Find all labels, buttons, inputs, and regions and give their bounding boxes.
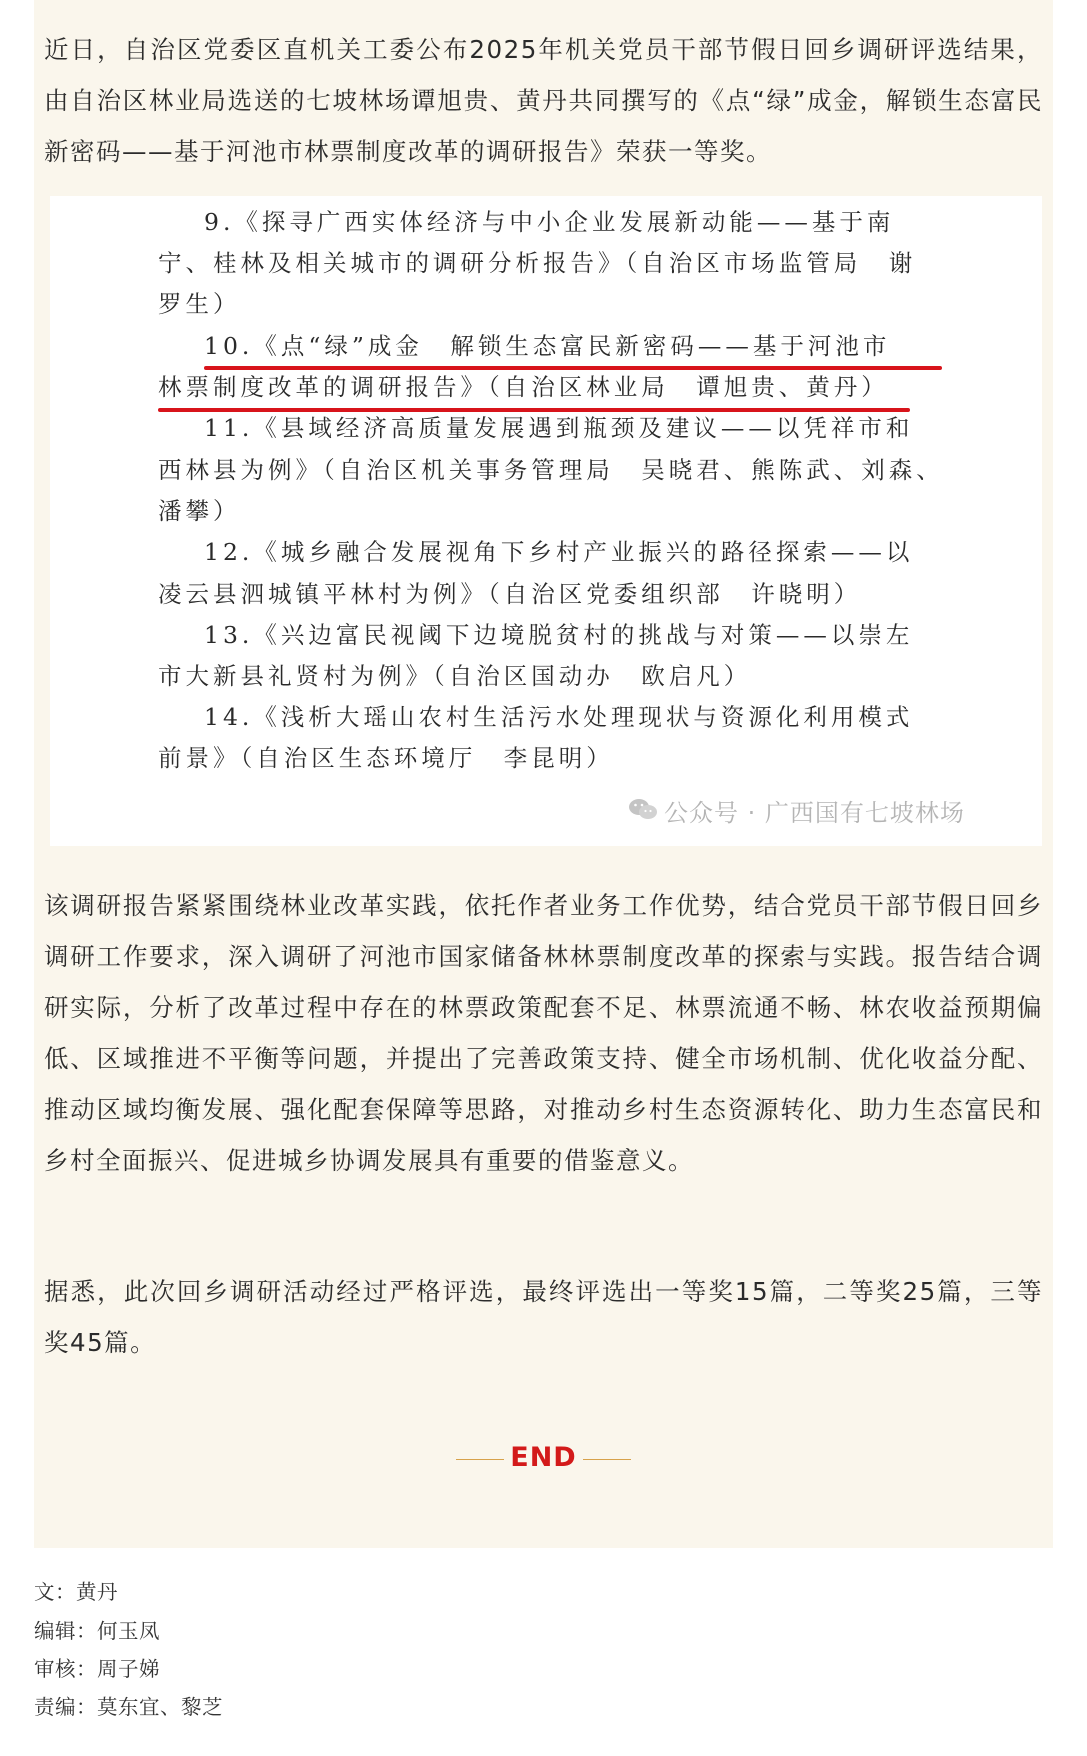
watermark-text: 公众号 · 广西国有七坡林场: [664, 799, 965, 827]
doc-line: 14.《浅析大瑶山农村生活污水处理现状与资源化利用模式: [204, 703, 914, 731]
credit-chief-editor: 责编：莫东宜、黎芝: [34, 1695, 223, 1719]
doc-line: 12.《城乡融合发展视角下乡村产业振兴的路径探索——以: [204, 538, 914, 566]
doc-line: 罗生）: [158, 290, 241, 318]
doc-line: 潘攀）: [158, 497, 241, 525]
doc-line: 西林县为例》（自治区机关事务管理局 吴晓君、熊陈武、刘森、: [158, 456, 944, 484]
end-divider-right: [583, 1459, 631, 1460]
red-underline: [204, 366, 942, 370]
summary-paragraph: 据悉，此次回乡调研活动经过严格评选，最终评选出一等奖15篇，二等奖25篇，三等奖45篇。: [44, 1277, 1043, 1357]
doc-line: 前景》（自治区生态环境厅 李昆明）: [158, 744, 614, 772]
doc-line: 市大新县礼贤村为例》（自治区国动办 欧启凡）: [158, 662, 752, 690]
body-paragraph: 该调研报告紧紧围绕林业改革实践，依托作者业务工作优势，结合党员干部节假日回乡调研工作要求，深入调研了河池市国家储备林林票制度改革的探索与实践。报告结合调研实际，分析了改革过程中存在的林票政策配套不足、林票流通不畅、林农收益预期偏低、区域推进不平衡等问题，并提出了完善政策支持、健全市场机制、优化收益分配、推动区域均衡发展、强化配套保障等思路，对推动乡村生态资源转化、助力生态富民和乡村全面振兴、促进城乡协调发展具有重要的借鉴意义。: [44, 891, 1043, 1175]
award-list-document-image: [50, 196, 1042, 846]
doc-line: 9.《探寻广西实体经济与中小企业发展新动能——基于南: [204, 208, 895, 236]
doc-line-highlighted: 10.《点“绿”成金 解锁生态富民新密码——基于河池市: [204, 332, 891, 360]
end-text: END: [510, 1442, 577, 1473]
credit-editor: 编辑：何玉凤: [34, 1619, 160, 1643]
wechat-icon: [628, 797, 658, 821]
red-underline: [158, 408, 910, 412]
doc-line-highlighted: 林票制度改革的调研报告》（自治区林业局 谭旭贵、黄丹）: [158, 373, 889, 401]
intro-paragraph: 近日，自治区党委区直机关工委公布2025年机关党员干部节假日回乡调研评选结果，由自治区林业局选送的七坡林场谭旭贵、黄丹共同撰写的《点“绿”成金，解锁生态富民新密码——基于河池市林票制度改革的调研报告》荣获一等奖。: [44, 35, 1043, 166]
end-marker: [0, 1438, 1087, 1478]
doc-line: 凌云县泗城镇平林村为例》（自治区党委组织部 许晓明）: [158, 580, 862, 608]
doc-line: 13.《兴边富民视阈下边境脱贫村的挑战与对策——以崇左: [204, 621, 914, 649]
doc-line: 11.《县域经济高质量发展遇到瓶颈及建议——以凭祥市和: [204, 414, 914, 442]
credit-author: 文：黄丹: [34, 1580, 118, 1604]
credit-reviewer: 审核：周子娣: [34, 1657, 160, 1681]
doc-line: 宁、桂林及相关城市的调研分析报告》（自治区市场监管局 谢: [158, 249, 917, 277]
